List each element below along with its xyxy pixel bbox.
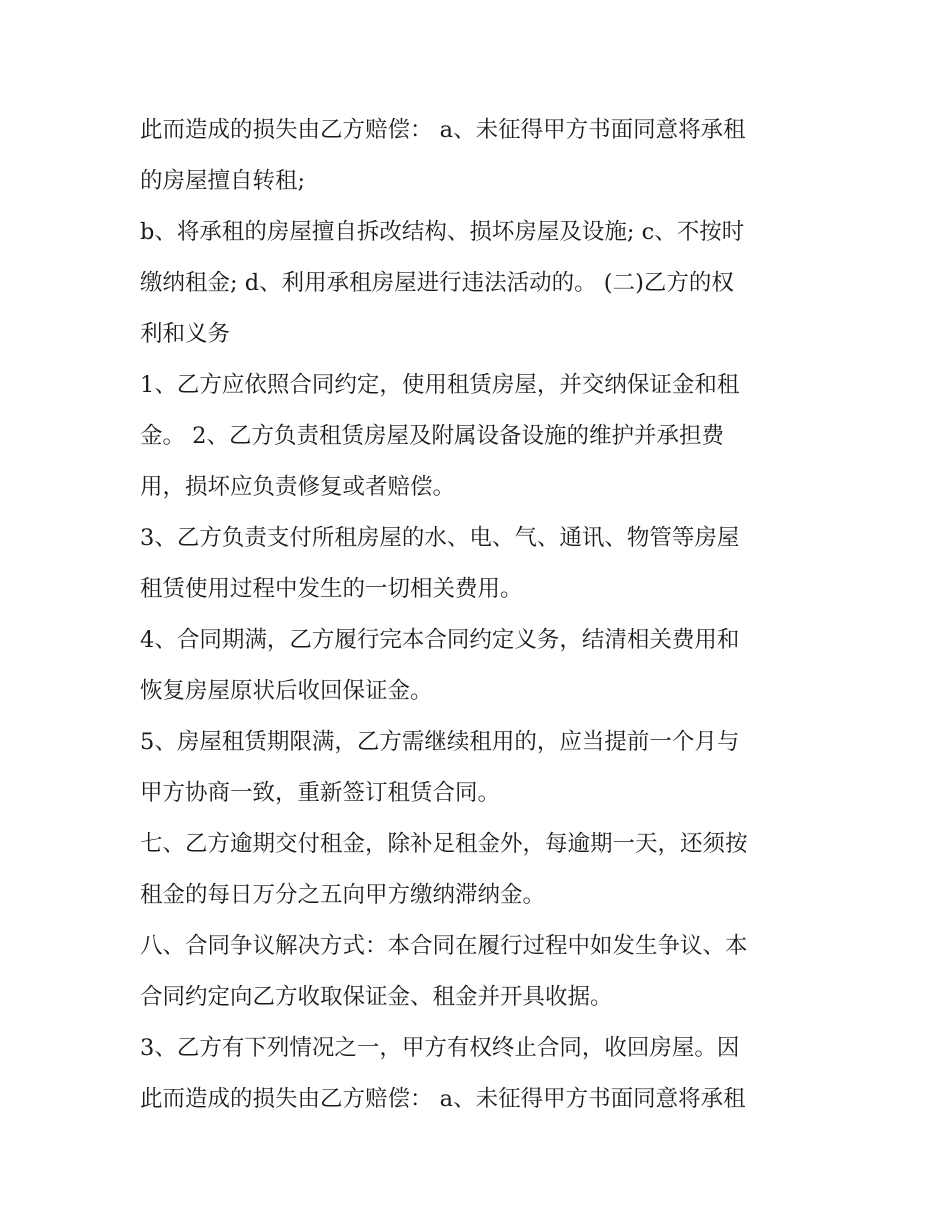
- text-line: 3、乙方负责支付所租房屋的水、电、气、通讯、物管等房屋: [140, 525, 740, 551]
- text-line: 金。 2、乙方负责租赁房屋及附属设备设施的维护并承担费: [140, 423, 724, 449]
- text-line: 缴纳租金; d、利用承租房屋进行违法活动的。 (二)乙方的权: [140, 270, 734, 296]
- text-line: 七、乙方逾期交付租金，除补足租金外，每逾期一天，还须按: [140, 831, 748, 857]
- text-line: 3、乙方有下列情况之一，甲方有权终止合同，收回房屋。因: [140, 1035, 740, 1061]
- document-body: [140, 105, 820, 1125]
- text-line: 甲方协商一致，重新签订租赁合同。: [140, 780, 501, 806]
- text-line: 的房屋擅自转租;: [140, 168, 306, 194]
- text-line: 4、合同期满，乙方履行完本合同约定义务，结清相关费用和: [140, 627, 740, 653]
- text-line: 此而造成的损失由乙方赔偿： a、未征得甲方书面同意将承租: [140, 1086, 746, 1112]
- text-line: 利和义务: [140, 321, 231, 347]
- text-line: 合同约定向乙方收取保证金、租金并开具收据。: [140, 984, 613, 1010]
- text-line: 八、合同争议解决方式：本合同在履行过程中如发生争议、本: [140, 933, 748, 959]
- text-line: b、将承租的房屋擅自拆改结构、损坏房屋及设施; c、不按时: [140, 219, 745, 245]
- text-line: 用，损坏应负责修复或者赔偿。: [140, 474, 456, 500]
- text-line: 恢复房屋原状后收回保证金。: [140, 678, 433, 704]
- text-line: 租金的每日万分之五向甲方缴纳滞纳金。: [140, 882, 546, 908]
- text-line: 租赁使用过程中发生的一切相关费用。: [140, 576, 523, 602]
- text-line: 5、房屋租赁期限满，乙方需继续租用的，应当提前一个月与: [140, 729, 740, 755]
- text-line: 此而造成的损失由乙方赔偿： a、未征得甲方书面同意将承租: [140, 117, 746, 143]
- text-line: 1、乙方应依照合同约定，使用租赁房屋，并交纳保证金和租: [140, 372, 740, 398]
